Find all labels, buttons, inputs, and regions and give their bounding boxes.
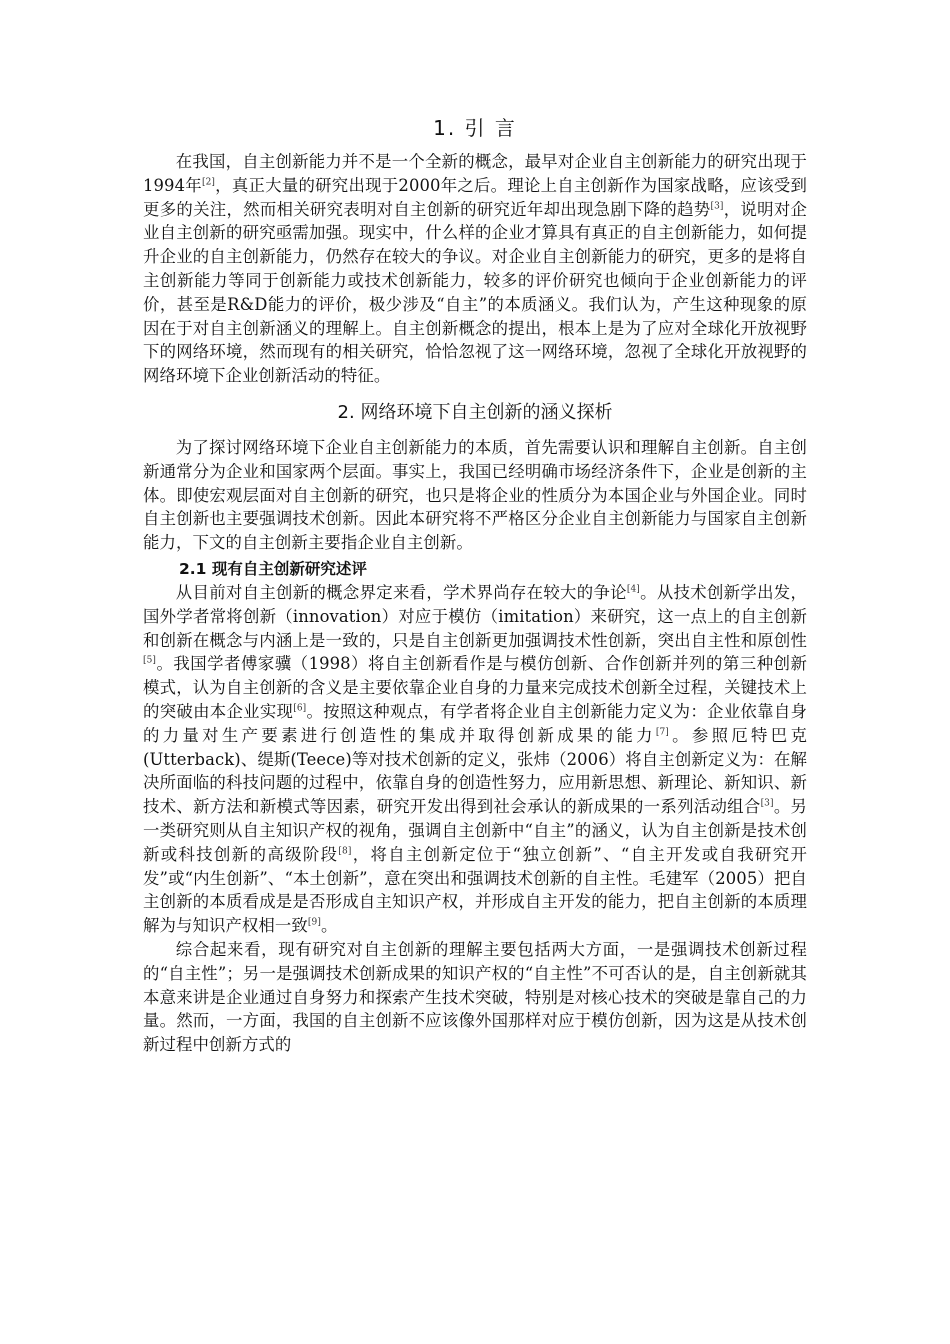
subsection-2-1-title: 2.1 现有自主创新研究述评 xyxy=(179,559,367,578)
citation-ref: [3] xyxy=(710,201,724,212)
subsection-2-1-paragraph-1 xyxy=(143,581,807,938)
subsection-2-1-paragraph-2: 综合起来看，现有研究对自主创新的理解主要包括两大方面，一是强调技术创新过程的“自主性”；另一是强调技术创新成果的知识产权的“自主性”不可否认的是，自主创新就其本意来讲是企业通过自身努力和探索产生技术突破，特别是对核心技术的突破是靠自己的力量。然而，一方面，我国的自主创新不应该像外国那样对应于模仿创新，因为这是从技术创新过程中创新方式的 xyxy=(143,939,807,1055)
text-run: 在我国，自主创新能力并不是一个全新的概念，最早对企业自主创新能力的研究出现于1994年 xyxy=(143,152,807,195)
text-run: 。参照厄特巴克(Utterback)、缇斯(Teece)等对技术创新的定义，张炜（2006）将自主创新定义为：在解决所面临的科技问题的过程中，依靠自身的创造性努力，应用新思想、新理论、新知识、新技术、新方法和新模式等因素，研究开发出得到社会承认的新成果的一系列活动组合 xyxy=(143,725,807,817)
text-run: ，真正大量的研究出现于2000年之后。理论上自主创新作为国家战略，应该受到更多的关注，然而相关研究表明对自主创新的研究近年却出现急剧下降的趋势 xyxy=(143,175,807,219)
text-run: 。从技术创新学出发，国外学者常将创新（innovation）对应于模仿（imitation）来研究，这一点上的自主创新和创新在概念与内涵上是一致的，只是自主创新更加强调技术性创新，突出自主性和原创性 xyxy=(143,582,808,650)
citation-ref: [5] xyxy=(143,655,157,666)
text-run: ，将自主创新定位于“独立创新”、“自主开发或自我研究开发”或“内生创新”、“本土创新”，意在突出和强调技术创新的自主性。毛建军（2005）把自主创新的本质看成是是否形成自主知识产权，并形成自主开发的能力，把自主创新的本质理解为与知识产权相一致 xyxy=(143,844,807,936)
citation-ref: [3] xyxy=(760,798,774,809)
citation-ref: [8] xyxy=(338,846,352,857)
text-run: 。我国学者傅家骥（1998）将自主创新看作是与模仿创新、合作创新并列的第三种创新模式，认为自主创新的含义是主要依靠企业自身的力量来完成技术创新全过程，关键技术上的突破由本企业实现 xyxy=(143,654,807,721)
citation-ref: [7] xyxy=(655,727,669,738)
text-run: 从目前对自主创新的概念界定来看，学术界尚存在较大的争论 xyxy=(175,582,627,602)
citation-ref: [2] xyxy=(201,177,216,188)
citation-ref: [6] xyxy=(293,703,307,714)
citation-ref: [4] xyxy=(626,584,640,595)
section-2-title: 2. 网络环境下自主创新的涵义探析 xyxy=(337,401,613,423)
text-run: 。另一类研究则从自主知识产权的视角，强调自主创新中“自主”的涵义，认为自主创新是技术创新或科技创新的高级阶段 xyxy=(143,797,808,864)
paper-page xyxy=(143,112,807,1057)
text-run: 。按照这种观点，有学者将企业自主创新能力定义为：企业依靠自身的力量对生产要素进行创造性的集成并取得创新成果的能力 xyxy=(143,701,807,745)
section-2-paragraph: 为了探讨网络环境下企业自主创新能力的本质，首先需要认识和理解自主创新。自主创新通常分为企业和国家两个层面。事实上，我国已经明确市场经济条件下，企业是创新的主体。即使宏观层面对自主创新的研究，也只是将企业的性质分为本国企业与外国企业。同时自主创新也主要强调技术创新。因此本研究将不严格区分企业自主创新能力与国家自主创新能力，下文的自主创新主要指企业自主创新。 xyxy=(143,437,807,553)
section-1-paragraph xyxy=(143,150,807,388)
text-run: ，说明对企业自主创新的研究亟需加强。现实中，什么样的企业才算具有真正的自主创新能力，如何提升企业的自主创新能力，仍然存在较大的争议。对企业自主创新能力的研究，更多的是将自主创新能力等同于创新能力或技术创新能力，较多的评价研究也倾向于企业创新能力的评价，甚至是R&D能力的评价，极少涉及“自主”的本质涵义。我们认为，产生这种现象的原因在于对自主创新涵义的理解上。自主创新概念的提出，根本上是为了应对全球化开放视野下的网络环境，然而现有的相关研究，恰恰忽视了这一网络环境，忽视了全球化开放视野的网络环境下企业创新活动的特征。 xyxy=(143,199,807,386)
citation-ref: [9] xyxy=(307,917,321,928)
section-1-title: 1. 引 言 xyxy=(433,116,517,140)
text-run: 。 xyxy=(320,916,338,936)
